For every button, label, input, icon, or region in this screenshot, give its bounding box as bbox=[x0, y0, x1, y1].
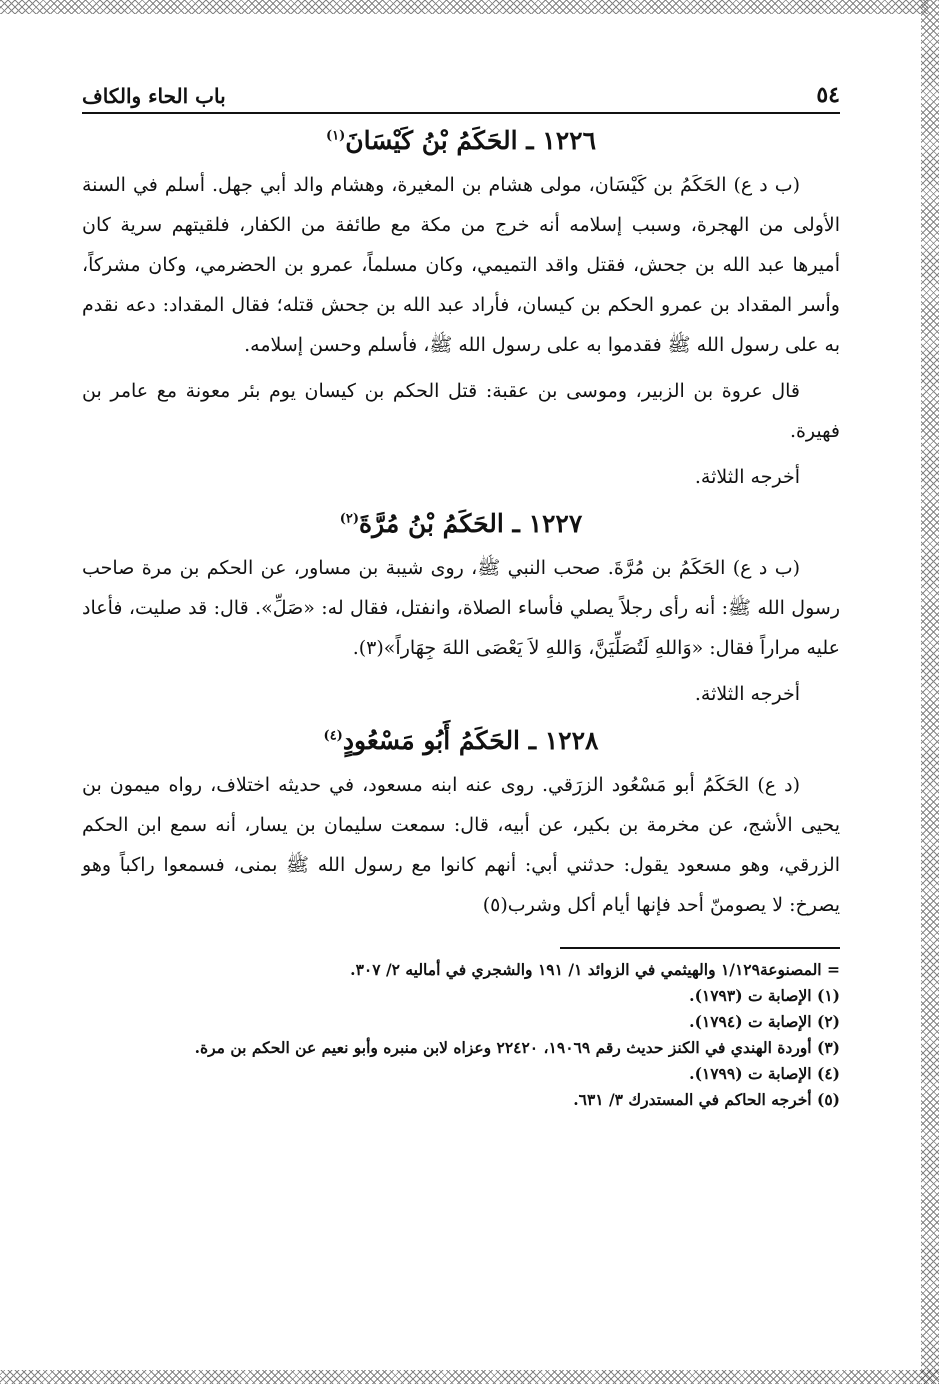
footnote: (٤) الإصابة ت (١٧٩٩). bbox=[689, 1064, 840, 1083]
page-content bbox=[82, 82, 840, 1113]
decorative-border-top bbox=[0, 0, 928, 14]
footnote: = المصنوعة١/١٢٩ والهيثمي في الزوائد ١/ ١٩١ والشجري في أماليه ٢/ ٣٠٧. bbox=[350, 960, 840, 979]
footnote: (٣) أوردة الهندي في الكنز حديث رقم ١٩٠٦٩، ٢٢٤٢٠ وعزاه لابن منبره وأبو نعيم عن الحكم بن مرة. bbox=[194, 1038, 840, 1057]
entry-title bbox=[82, 126, 840, 155]
entry-paragraph: (ب د ع) الحَكَمُ بن مُرَّةَ. صحب النبي ﷺ، روى شيبة بن مساور، عن الحكم بن مرة صاحب رسول الله ﷺ: أنه رأى رجلاً يصلي فأساء الصلاة، وانفتل، فقال له: «صَلِّ». قال: قد صليت، فأعاد عليه مراراً فقال: «وَاللهِ لَتُصَلِّيَنَّ، وَاللهِ لاَ يَعْصَى اللهَ جِهَاراً»(٣). bbox=[82, 557, 840, 659]
footnotes bbox=[82, 947, 840, 1113]
entry-paragraph: أخرجه الثلاثة. bbox=[694, 466, 800, 488]
decorative-border-right bbox=[921, 0, 939, 1384]
entry-paragraph: (ب د ع) الحَكَمُ بن كَيْسَان، مولى هشام بن المغيرة، وهشام والد أبي جهل. أسلم في السنة الأولى من الهجرة، وسبب إسلامه أنه خرج من مكة مع طائفة من الكفار، فلقيتهم سرية كان أميرها عبد الله بن جحش، فقتل واقد التميمي، وكان مسلماً، عمرو بن الحضرمي، وكان مشركاً، وأسر المقداد بن عمرو الحكم بن كيسان، فأراد عبد الله بن جحش قتله؛ فقال المقداد: دعه نقدم به على رسول الله ﷺ فقدموا به على رسول الله ﷺ، فأسلم وحسن إسلامه. bbox=[82, 174, 840, 356]
running-header bbox=[82, 82, 840, 114]
entry-title-text: ١٢٢٦ ـ الحَكَمُ بْنُ كَيْسَانَ bbox=[345, 126, 596, 155]
footnote: (٥) أخرجه الحاكم في المستدرك ٣/ ٦٣١. bbox=[573, 1090, 840, 1109]
decorative-border-bottom bbox=[0, 1370, 939, 1384]
entry-title-text: ١٢٢٧ ـ الحَكَمُ بْنُ مُرَّةَ bbox=[359, 509, 583, 538]
entry-paragraph: (د ع) الحَكَمُ أبو مَسْعُود الزرَقي. روى عنه ابنه مسعود، في حديثه اختلاف، رواه ميمون بن يحيى الأشج، عن مخرمة بن بكير، عن أبيه، قال: سمعت سليمان بن يسار، أنه سمع ابن الحكم الزرقي، وهو مسعود يقول: حدثني أبي: أنهم كانوا مع رسول الله ﷺ بمنى، فسمعوا راكباً وهو يصرخ: لا يصومنّ أحد فإنها أيام أكل وشرب(٥) bbox=[82, 774, 840, 916]
entry-paragraph: قال عروة بن الزبير، وموسى بن عقبة: قتل الحكم بن كيسان يوم بئر معونة مع عامر بن فهيرة. bbox=[82, 380, 840, 442]
footnote-ref: (٢) bbox=[339, 511, 359, 527]
page-number: ٥٤ bbox=[816, 82, 840, 108]
entry-paragraph: أخرجه الثلاثة. bbox=[694, 683, 800, 705]
footnote-divider bbox=[560, 947, 840, 949]
entry-title bbox=[82, 509, 840, 538]
running-title: باب الحاء والكاف bbox=[82, 84, 226, 108]
footnote-ref: (٤) bbox=[323, 728, 343, 744]
footnote-ref: (١) bbox=[325, 128, 346, 144]
entry-title bbox=[82, 726, 840, 755]
footnote: (٢) الإصابة ت (١٧٩٤). bbox=[689, 1012, 840, 1031]
entry-title-text: ١٢٢٨ ـ الحَكَمُ أَبُو مَسْعُودٍ bbox=[342, 726, 599, 755]
footnote: (١) الإصابة ت (١٧٩٣). bbox=[689, 986, 840, 1005]
